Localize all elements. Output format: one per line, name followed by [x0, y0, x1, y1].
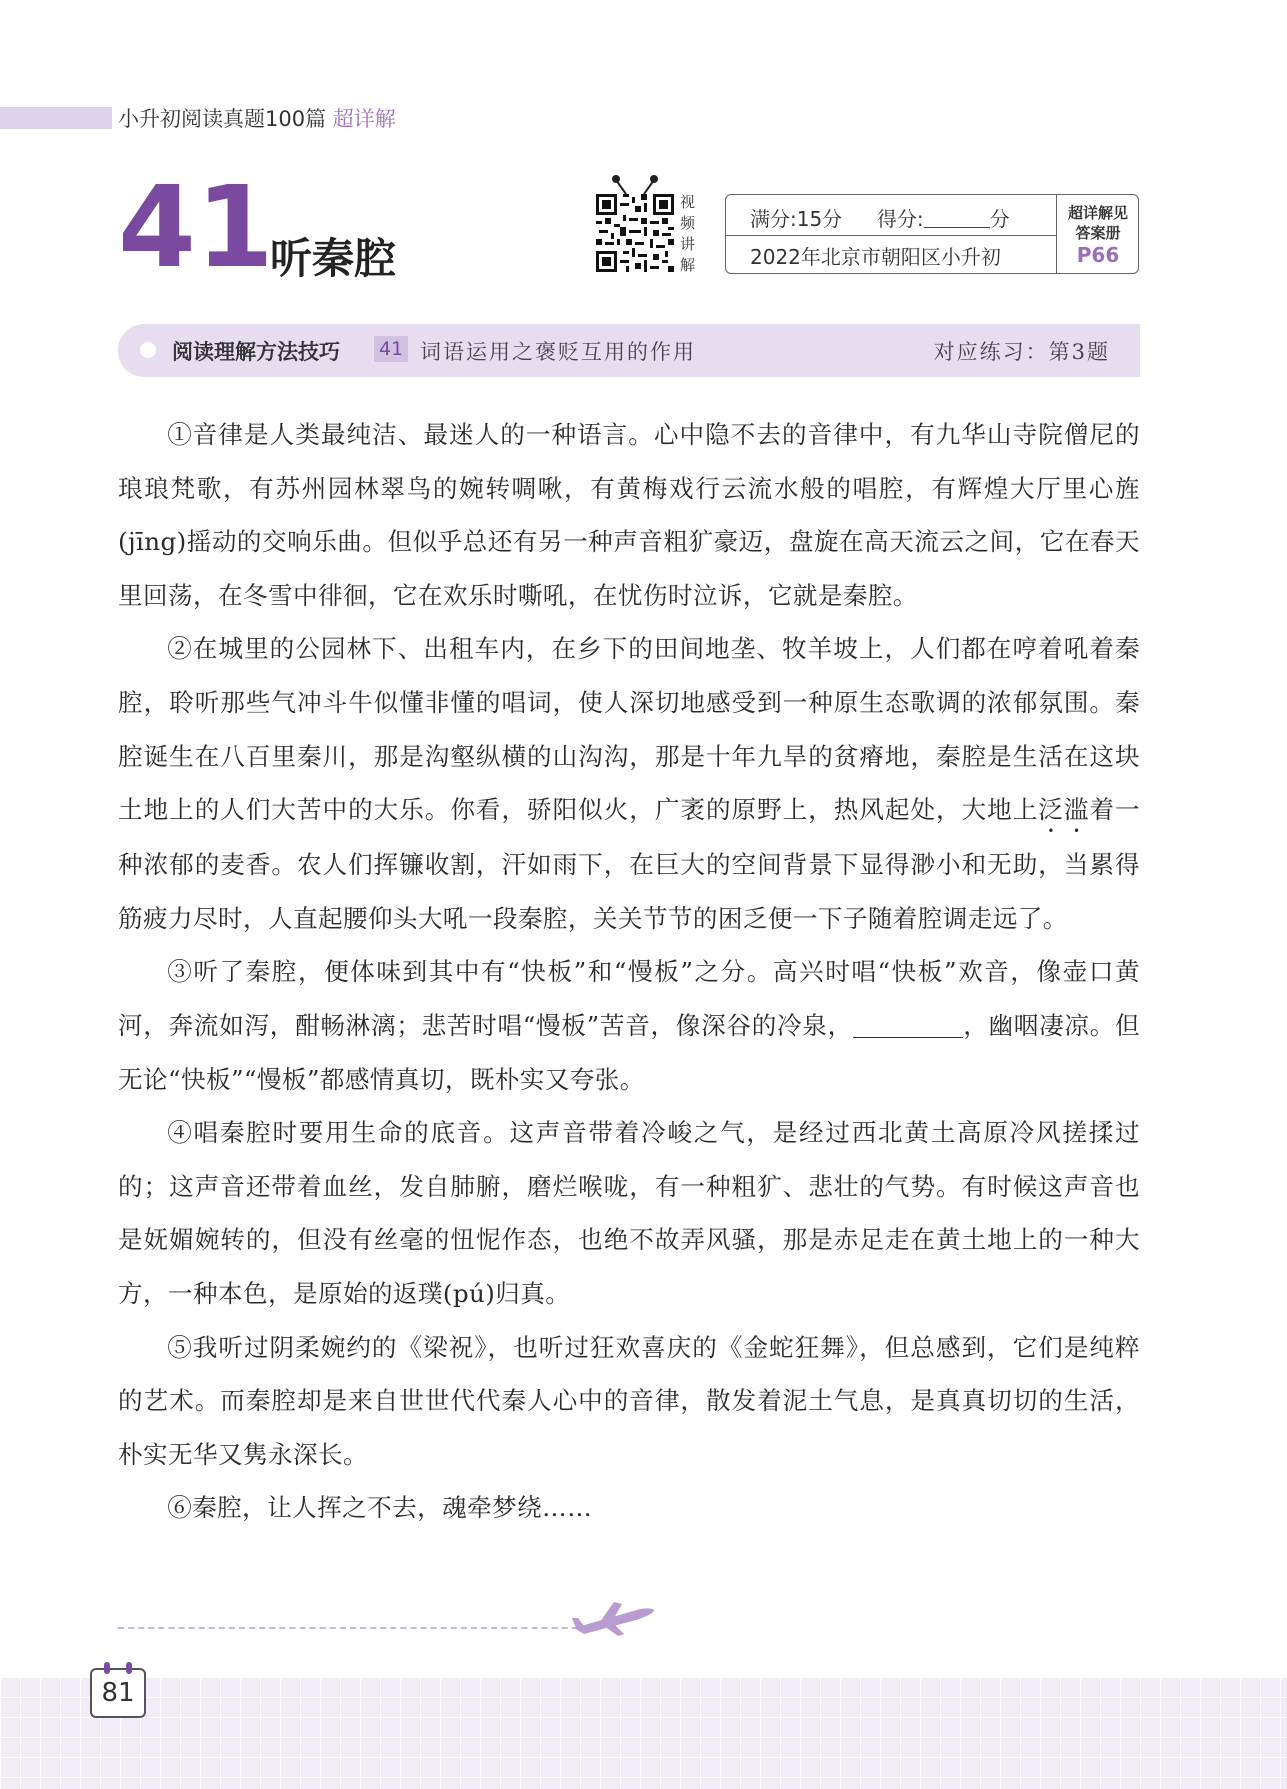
method-banner: [118, 324, 1140, 377]
paragraph-5: ⑤我听过阴柔婉约的《梁祝》，也听过狂欢喜庆的《金蛇狂舞》，但总感到，它们是纯粹的艺术。而秦腔却是来自世世代代秦人心中的音律，散发着泥土气息，是真真切切的生活，朴实无华又隽永深长。: [118, 1332, 1140, 1469]
article: [118, 408, 1140, 1535]
paragraph-2-part-b: 着一种浓郁的麦香。农人们挥镰收割，汗如雨下，在巨大的空间背景下显得渺小和无助，当累得筋疲力尽时，人直起腰仰头大吼一段秦腔，关关节节的困乏便一下子随着腔调走远了。: [118, 795, 1140, 933]
airplane-icon: [570, 1598, 660, 1638]
footer-grid: [0, 1677, 1287, 1789]
paragraph-3: [118, 945, 1140, 1106]
method-number: 41: [374, 336, 408, 362]
dashed-divider: [118, 1627, 598, 1629]
answer-note-line2: 答案册: [1075, 224, 1121, 242]
practice-reference: 对应练习：第3题: [933, 340, 1110, 364]
lesson-number: 41: [118, 163, 274, 293]
score-blank[interactable]: [924, 207, 990, 228]
qr-label: 视频讲解: [680, 193, 696, 274]
answer-page: P66: [1076, 243, 1120, 267]
score-left: [726, 195, 1057, 273]
answer-reference: [1058, 195, 1138, 273]
page-number: 81: [101, 1678, 135, 1708]
exam-source: 2022年北京市朝阳区小升初: [750, 245, 1001, 269]
qr-code[interactable]: [596, 174, 674, 274]
method-label: 阅读理解方法技巧: [172, 340, 340, 364]
paragraph-6: ⑥秦腔，让人挥之不去，魂牵梦绕……: [167, 1493, 593, 1523]
full-score: 满分:15分: [750, 207, 843, 231]
answer-note-line1: 超详解见: [1067, 204, 1128, 222]
book-title-accent: 超详解: [332, 107, 396, 131]
book-title-main: 小升初阅读真题100篇: [118, 107, 327, 131]
score-row: [750, 203, 1010, 232]
book-title: [118, 103, 396, 133]
calendar-ring-icon: [126, 1662, 132, 1674]
paragraph-2: [118, 622, 1140, 945]
score-divider: [726, 235, 1056, 236]
qr-icon: [596, 194, 674, 272]
paragraph-3-part-a: ③听了秦腔，便体味到其中有“快板”和“慢板”之分。高兴时唱“快板”欢音，像壶口黄河，奔流如泻，酣畅淋漓；悲苦时唱“慢板”苦音，像深谷的冷泉，: [118, 957, 1140, 1040]
page-number-badge: [90, 1668, 146, 1718]
header-band: [0, 107, 112, 129]
paragraph-4: ④唱秦腔时要用生命的底音。这声音带着冷峻之气，是经过西北黄土高原冷风搓揉过的；这声音还带着血丝，发自肺腑，磨烂喉咙，有一种粗犷、悲壮的气势。有时候这声音也是妩媚婉转的，但没有丝毫的忸怩作态，也绝不故弄风骚，那是赤足走在黄土地上的一种大方，一种本色，是原始的返璞(pú)归真。: [118, 1118, 1140, 1308]
paragraph-3-part-b: ，幽咽凄凉。但无论“快板”“慢板”都感情真切，既朴实又夸张。: [118, 1010, 1140, 1094]
method-topic: 词语运用之褒贬互用的作用: [420, 340, 696, 364]
lesson-title: 听秦腔: [270, 234, 397, 283]
calendar-ring-icon: [104, 1662, 110, 1674]
score-unit: 分: [989, 207, 1010, 231]
score-box: [725, 194, 1139, 274]
bullet-icon: [140, 342, 156, 358]
paragraph-1: ①音律是人类最纯洁、最迷人的一种语言。心中隐不去的音律中，有九华山寺院僧尼的琅琅梵歌，有苏州园林翠鸟的婉转啁啾，有黄梅戏行云流水般的唱腔，有辉煌大厅里心旌(jīng)摇动的交响乐曲。但似乎总还有另一种声音粗犷豪迈，盘旋在高天流云之间，它在春天里回荡，在冬雪中徘徊，它在欢乐时嘶吼，在忧伤时泣诉，它就是秦腔。: [118, 420, 1140, 610]
emphasized-word: 泛滥: [1038, 795, 1090, 825]
tv-antenna-icon: [596, 174, 674, 196]
paragraph-2-part-a: ②在城里的公园林下、出租车内，在乡下的田间地垄、牧羊坡上，人们都在哼着吼着秦腔，聆听那些气冲斗牛似懂非懂的唱词，使人深切地感受到一种原生态歌调的浓郁氛围。秦腔诞生在八百里秦川，那是沟壑纵横的山沟沟，那是十年九旱的贫瘠地，秦腔是生活在这块土地上的人们大苦中的大乐。你看，骄阳似火，广袤的原野上，热风起处，大地上: [118, 634, 1140, 825]
score-label: 得分:: [876, 207, 924, 231]
fill-in-blank[interactable]: [853, 1011, 963, 1038]
